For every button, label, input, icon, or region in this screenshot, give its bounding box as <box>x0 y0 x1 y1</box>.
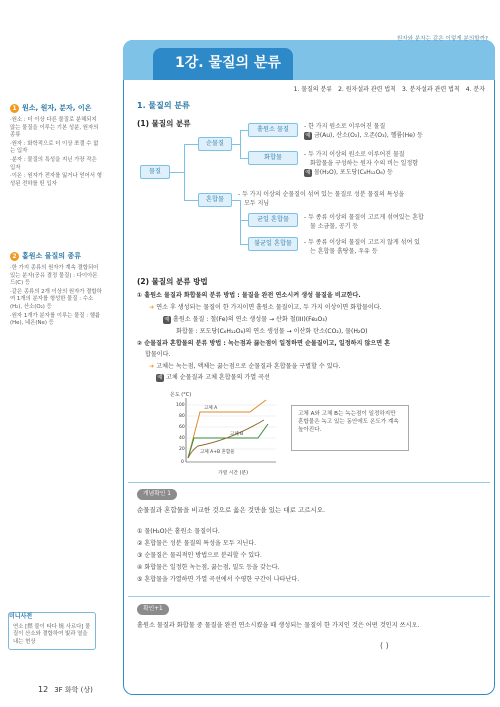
page-footer <box>38 685 93 695</box>
tree-node-pure: 순물질 <box>198 137 232 151</box>
tree-connector <box>240 130 248 131</box>
desc-line: 물 소금물, 공기 등 <box>310 223 359 230</box>
method-text: 연소 후 생성되는 물질이 한 가지이면 홑원소 물질이고, 두 가지 이상이면 화합물이다. <box>156 304 382 311</box>
desc-example <box>304 168 418 177</box>
method-text: 고체는 녹는점, 액체는 끓는점으로 순물질과 혼합물을 구별할 수 있다. <box>156 363 341 370</box>
arrow-icon: ➜ <box>149 304 157 311</box>
desc-line: - 두 종류 이상의 물질이 고르지 않게 섞여 있 <box>304 239 420 246</box>
tree-node-compound: 화합물 <box>248 151 298 165</box>
breadcrumb-item[interactable]: 3. 분자설과 관련 법칙 <box>401 86 460 93</box>
sidebar-note-2 <box>10 251 102 329</box>
method-line <box>163 315 327 324</box>
desc-example <box>304 131 423 140</box>
graph-ytick: 100 <box>176 403 185 408</box>
mini-dictionary-body: 연소 [燃 불이 타다 燒 사르다] 물질이 산소와 결합하여 빛과 열을 내는 현상 <box>13 624 91 645</box>
check-option[interactable]: ③ 순물질은 물리적인 방법으로 분리할 수 있다. <box>137 552 262 559</box>
breadcrumb <box>294 84 485 93</box>
tree-node-substance: 물질 <box>140 165 170 179</box>
arrow-icon: ➜ <box>149 363 157 370</box>
method-line <box>156 373 270 382</box>
check-option[interactable]: ① 물(H₂O)은 홑원소 물질이다. <box>137 528 220 535</box>
method-line <box>149 362 340 371</box>
method-line: 화합물 : 포도당(C₆H₁₂O₆)의 연소 생성물 → 이산화 탄소(CO₂), 물(H₂O) <box>176 328 368 335</box>
sidebar-note-body <box>10 117 102 188</box>
breadcrumb-item[interactable]: 2. 원자설과 관련 법칙 <box>338 86 396 93</box>
desc-line: - 두 가지 이상의 원소로 이루어진 물질 <box>304 151 405 158</box>
method-line: 합물이다. <box>145 351 171 358</box>
tree-node-element: 홑원소 물질 <box>248 123 298 137</box>
page-number: 12 <box>38 685 49 694</box>
tree-connector <box>184 200 198 201</box>
method-line: ① 홑원소 물질과 화합물의 분류 방법 : 물질을 완전 연소시켜 생성 물질을 비교한다. <box>137 292 361 299</box>
book-subject: 3F 화학 (상) <box>54 686 93 694</box>
tree-connector <box>240 244 248 245</box>
note-line: ·같은 종류의 2개 이상의 원자가 결합하여 1개의 분자를 형성한 물질 : 수소(H₂), 산소(O₂) 등 <box>10 288 102 310</box>
example-icon: 예 <box>305 133 311 139</box>
method-text: 고체 순물질과 고체 혼합물의 가열 곡선 <box>166 374 270 381</box>
desc-line: - 한 가지 원소로 이루어진 물질 <box>304 123 386 130</box>
mini-dictionary <box>8 612 96 650</box>
example-icon: 예 <box>157 375 163 381</box>
graph-ytick: 40 <box>179 436 185 441</box>
graph-ytick: 0 <box>181 460 184 465</box>
breadcrumb-item[interactable]: 1. 물질의 분류 <box>293 86 333 93</box>
note-title-text: 홑원소 물질의 종류 <box>22 252 81 260</box>
tree-connector <box>232 144 240 145</box>
compound-description <box>304 150 418 177</box>
note-line: ·원자 : 화학적으로 더 이상 쪼갤 수 없는 입자 <box>10 140 99 155</box>
example-text: 금(Au), 산소(O₂), 오존(O₃), 헬륨(He) 등 <box>314 132 423 139</box>
tree-node-mixture: 혼합물 <box>198 193 232 207</box>
header-question: 원자와 분자는 같은 이렇게 분의할까? <box>396 36 488 42</box>
desc-line: 모두 지님 <box>244 200 270 207</box>
subsection-title: (2) 물질의 분류 방법 <box>137 277 208 286</box>
note-line: ·분자 : 물질의 특성을 지닌 가장 작은 입자 <box>10 156 97 171</box>
desc-line: - 두 종류 이상의 물질이 고르게 섞여있는 혼합 <box>304 214 424 221</box>
element-description <box>304 122 423 140</box>
note-line: ·이온 : 원자가 전자를 잃거나 얻어서 형성된 전하를 띤 입자 <box>10 173 102 187</box>
check-option[interactable]: ② 혼합물은 성분 물질의 특성을 모두 지닌다. <box>137 540 257 547</box>
mini-dictionary-title: 미니사전 <box>9 613 33 620</box>
sidebar <box>0 0 108 707</box>
tree-connector <box>170 172 184 173</box>
sidebar-note-body <box>10 265 102 328</box>
note-line: ·원소 : 더 이상 다른 물질로 분해되지 않는 물질을 이루는 기본 성분, 원자의 종류 <box>10 117 99 139</box>
divider <box>128 596 490 597</box>
sidebar-note-1 <box>10 103 102 189</box>
sidebar-note-title <box>10 251 102 261</box>
tree-connector <box>240 158 248 159</box>
example-icon: 예 <box>305 170 311 176</box>
note-number-badge: 2 <box>10 252 19 261</box>
confirm-plus-badge: 확인+1 <box>137 604 169 615</box>
method-text: 홑원소 물질 : 철(Fe)의 연소 생성물 → 산화 철(III)(Fe₂O₃) <box>173 316 328 323</box>
example-icon: 예 <box>164 317 170 323</box>
page-title: 1강. 물질의 분류 <box>175 55 281 71</box>
heating-curve-graph <box>170 390 280 478</box>
check-option[interactable]: ④ 화합물은 일정한 녹는점, 끓는점, 밀도 등을 갖는다. <box>137 564 280 571</box>
tree-connector <box>240 130 241 158</box>
homogeneous-description <box>304 213 424 231</box>
breadcrumb-item[interactable]: 4. 분자 <box>465 86 485 93</box>
divider <box>128 482 490 483</box>
curve-label: 고체 A <box>204 406 218 411</box>
graph-note: 고체 A와 고체 B는 녹는점이 일정하지만 혼합물은 녹고 있는 동안에도 온도가 계속 높아진다. <box>291 405 409 451</box>
note-line: ·한 가지 종류의 원자가 계속 결합되어 있는 분자(공유 결정 물질) : 다이아몬드(C) 등 <box>10 265 99 287</box>
tree-node-heterogeneous: 불균일 혼합물 <box>248 237 298 251</box>
graph-ytick: 80 <box>179 414 185 419</box>
desc-line: 화합물을 구성하는 원자 수의 비는 일정함 <box>310 160 419 167</box>
sidebar-note-title <box>10 103 102 113</box>
tree-node-homogeneous: 균일 혼합물 <box>248 213 298 227</box>
tree-connector <box>184 144 185 200</box>
graph-ytick: 60 <box>179 425 185 430</box>
mixture-description <box>238 190 404 208</box>
concept-check-badge: 개념확인 1 <box>137 489 177 500</box>
graph-ytick: 20 <box>179 447 185 452</box>
tree-connector <box>184 144 198 145</box>
method-line <box>149 303 382 312</box>
check-question: 홑원소 물질과 화합물 중 물질을 완전 연소시켰을 때 생성되는 물질이 한 가지인 것은 어떤 것인지 쓰시오. <box>137 622 420 629</box>
check-option[interactable]: ⑤ 혼합물을 가열하면 가열 곡선에서 수평한 구간이 나타난다. <box>137 576 300 583</box>
desc-line: - 두 가지 이상의 순물질이 섞여 있는 물질로 성분 물질의 특성을 <box>238 191 405 198</box>
heterogeneous-description <box>304 238 420 256</box>
section-title: 1. 물질의 분류 <box>137 101 190 110</box>
note-number-badge: 1 <box>10 104 19 113</box>
curve-label: 고체 A+B 혼합물 <box>200 450 235 455</box>
note-title-text: 원소, 원자, 분자, 이온 <box>22 104 92 112</box>
answer-blank[interactable]: ( ) <box>380 641 389 650</box>
graph-ylabel: 온도 (°C) <box>170 392 192 398</box>
desc-line: 는 혼합물 흙탕물, 우유 등 <box>310 248 378 255</box>
curve-label: 고체 B <box>230 432 244 437</box>
method-line: ② 순물질과 혼합물의 분류 방법 : 녹는점과 끓는점이 일정하면 순물질이고, 일정하지 않으면 혼 <box>137 340 391 347</box>
tree-connector <box>240 220 248 221</box>
subsection-title: (1) 물질의 분류 <box>137 119 191 128</box>
example-text: 물(H₂O), 포도당(C₆H₁₂O₆) 등 <box>314 169 393 176</box>
check-question: 순물질과 혼합물을 비교한 것으로 옳은 것만을 있는 대로 고르시오. <box>137 506 326 514</box>
note-line: ·원자 1개가 분자를 이루는 물질 : 헬륨(He), 네온(Ne) 등 <box>10 312 101 327</box>
graph-xlabel: 가열 시간 (분) <box>218 471 248 476</box>
